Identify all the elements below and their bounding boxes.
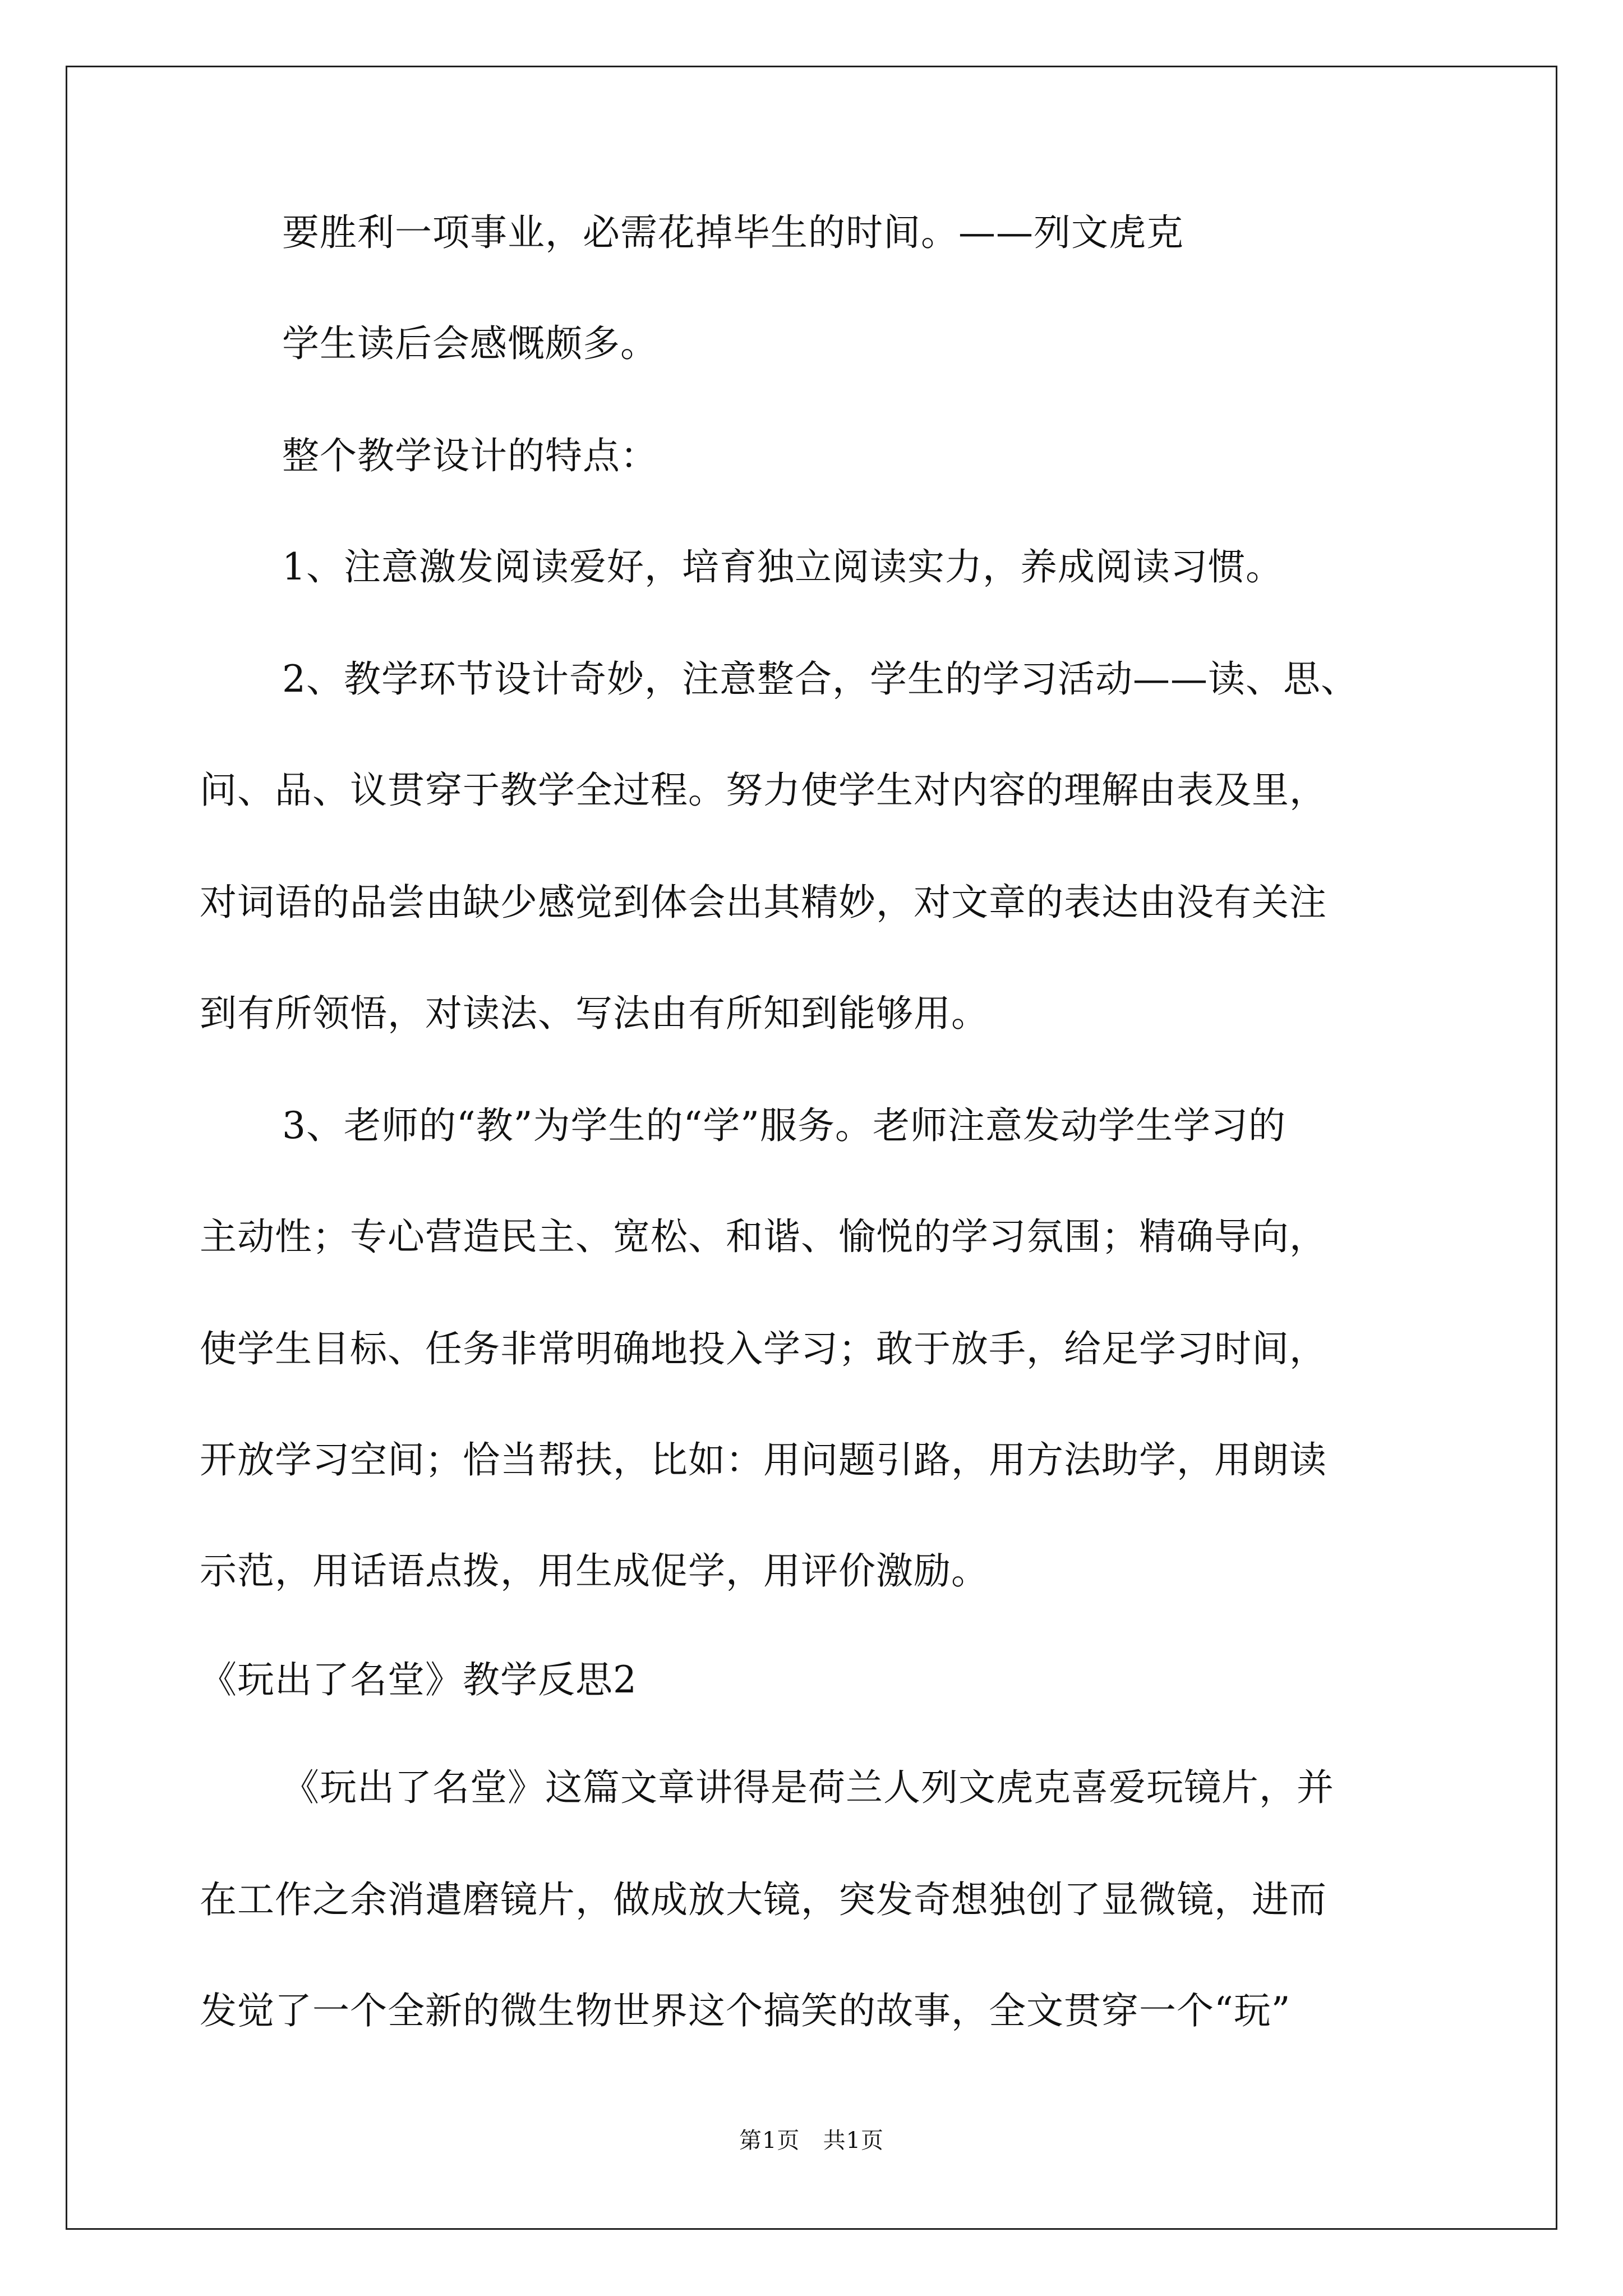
section-heading: 《玩出了名堂》教学反思2 bbox=[200, 1658, 637, 1701]
text-line: 示范，用话语点拨，用生成促学，用评价激励。 bbox=[200, 1549, 989, 1593]
text-line: 学生读后会感慨颇多。 bbox=[282, 322, 658, 365]
text-line: 2、教学环节设计奇妙，注意整合，学生的学习活动——读、思、 bbox=[282, 657, 1358, 701]
text-line: 主动性；专心营造民主、宽松、和谐、愉悦的学习氛围；精确导向， bbox=[200, 1215, 1327, 1258]
text-line: 3、老师的“教”为学生的“学”服务。老师注意发动学生学习的 bbox=[282, 1104, 1286, 1147]
page-footer bbox=[0, 2127, 1623, 2155]
text-line: 1、注意激发阅读爱好，培育独立阅读实力，养成阅读习惯。 bbox=[282, 545, 1283, 588]
text-line: 开放学习空间；恰当帮扶，比如：用问题引路，用方法助学，用朗读 bbox=[200, 1438, 1327, 1481]
text-line: 问、品、议贯穿于教学全过程。努力使学生对内容的理解由表及里， bbox=[200, 769, 1327, 812]
text-line: 要胜利一项事业，必需花掉毕生的时间。——列文虎克 bbox=[282, 211, 1184, 254]
text-line: 到有所领悟，对读法、写法由有所知到能够用。 bbox=[200, 992, 989, 1035]
page-total: 共1页 bbox=[823, 2128, 884, 2154]
text-line: 使学生目标、任务非常明确地投入学习；敢于放手，给足学习时间， bbox=[200, 1327, 1327, 1370]
text-line: 《玩出了名堂》这篇文章讲得是荷兰人列文虎克喜爱玩镜片，并 bbox=[282, 1766, 1334, 1809]
text-line: 整个教学设计的特点： bbox=[282, 434, 658, 477]
page-number: 第1页 bbox=[739, 2128, 800, 2154]
text-line: 发觉了一个全新的微生物世界这个搞笑的故事，全文贯穿一个“玩” bbox=[200, 1989, 1291, 2032]
text-line: 对词语的品尝由缺少感觉到体会出其精妙，对文章的表达由没有关注 bbox=[200, 881, 1327, 924]
text-line: 在工作之余消遣磨镜片，做成放大镜，突发奇想独创了显微镜，进而 bbox=[200, 1878, 1327, 1921]
